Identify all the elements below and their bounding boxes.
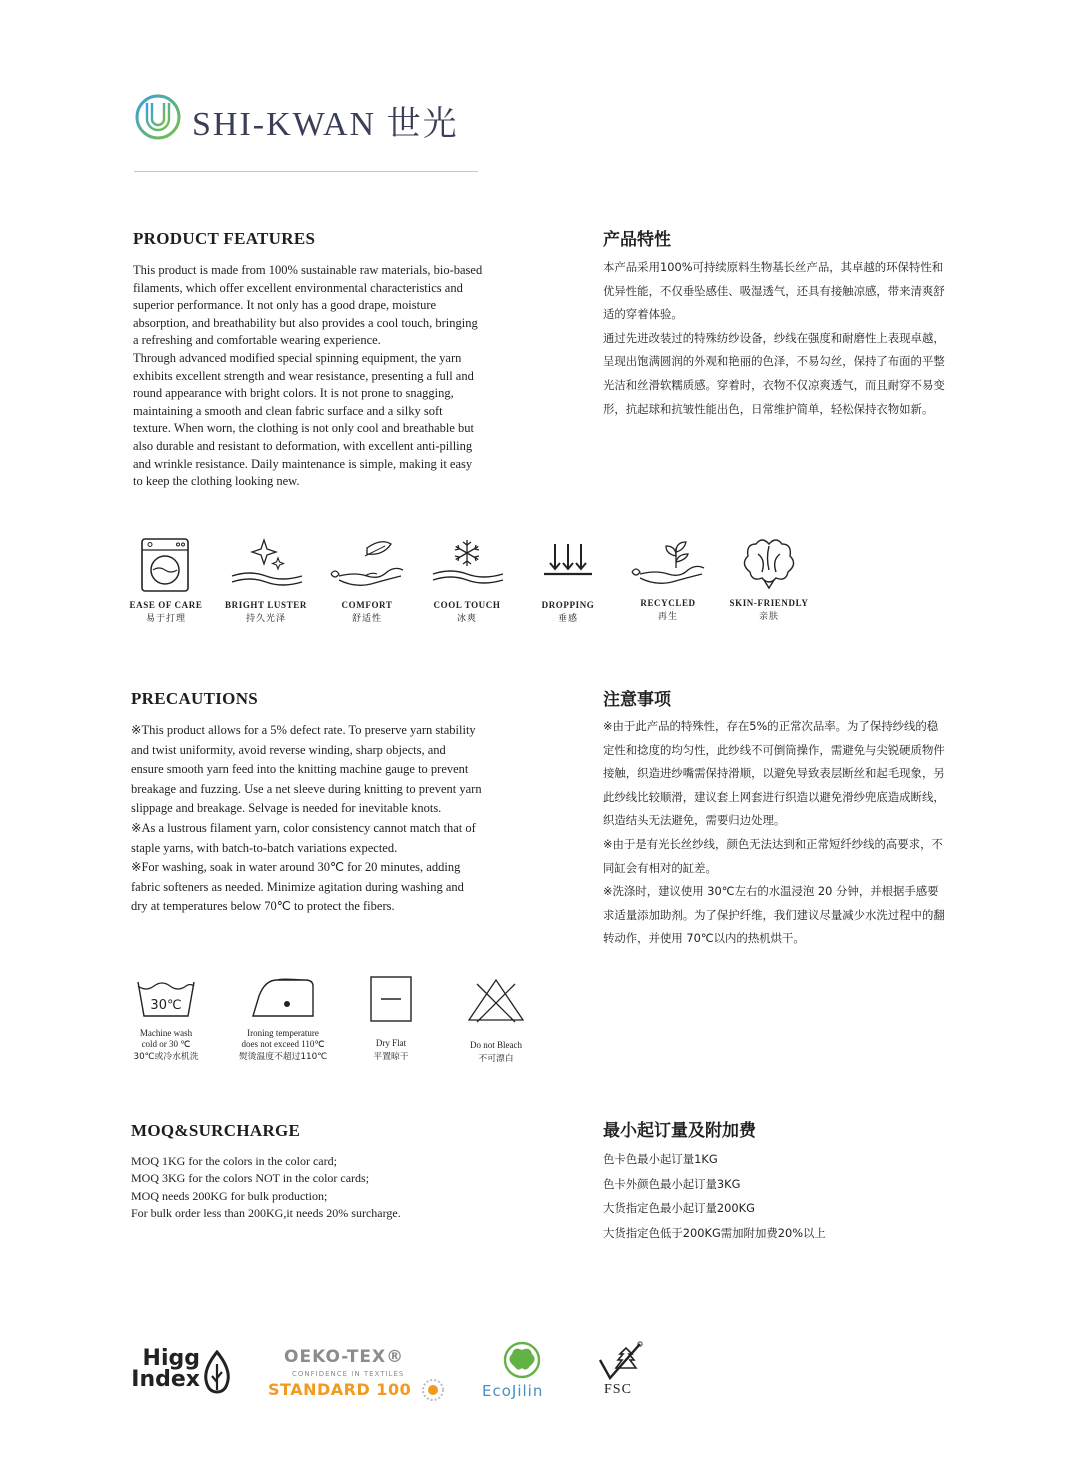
- features-body-en: This product is made from 100% sustainable raw materials, bio-based filaments, which offer excellent environmental characteristics and superior performance. It not only has a good drape, moisture absorption, and breathability but also provides a cool touch, bringing a refreshing and comfortable wearing experience. Through advanced modified special spinning equipment, the yarn exhibits excellent strength and wear resistance, presenting a full and round appearance with bright colors. It is not prone to snagging, maintaining a smooth and clean fabric surface and a silky soft texture. When worn, the clothing is not only cool and breathable but also durable and resistant to deformation, with excellent anti-pilling and wrinkle resistance. Daily maintenance is simple, making it easy to keep the clothing looking new.: [133, 263, 483, 489]
- feature-label-cn: 垂感: [557, 614, 578, 624]
- washing-machine-icon: [138, 536, 194, 594]
- moq-title-cn: 最小起订量及附加费: [603, 1121, 756, 1141]
- feature-label-cn: 冰爽: [456, 614, 477, 624]
- feature-skin-friendly: [719, 534, 819, 622]
- features-title-en: PRODUCT FEATURES: [133, 229, 316, 248]
- no-bleach-icon: [465, 976, 527, 1026]
- feature-label-en: RECYCLED: [640, 598, 696, 608]
- feature-label-cn: 亲肤: [758, 612, 779, 622]
- feature-label-cn: 舒适性: [351, 614, 382, 624]
- care-label-cn: 熨烫温度不超过110℃: [238, 1052, 328, 1062]
- feature-dropping: [518, 536, 618, 624]
- care-label-en: Ironing temperature does not exceed 110℃: [241, 1028, 325, 1049]
- feature-label-cn: 易于打理: [145, 614, 186, 624]
- hand-sprout-icon: [626, 534, 710, 592]
- care-ironing: [228, 976, 338, 1062]
- oeko-sun-icon: [420, 1377, 446, 1403]
- fsc-tree-check-icon: [596, 1340, 644, 1382]
- moq-body-en: MOQ 1KG for the colors in the color card; MOQ 3KG for the colors NOT in the color cards; MOQ needs 200KG for bulk production; For bulk order less than 200KG,it needs 20% surcharge.: [131, 1154, 401, 1221]
- feature-label-en: SKIN-FRIENDLY: [729, 598, 809, 608]
- feature-label-cn: 再生: [657, 612, 678, 622]
- higg-leaf-icon: [202, 1350, 232, 1394]
- feature-label-en: DROPPING: [541, 600, 595, 610]
- sparkle-fabric-icon: [226, 536, 306, 594]
- wash-30-icon: [134, 978, 198, 1022]
- oeko-tex-logo: OEKO-TEX® CONFIDENCE IN TEXTILES STANDARD 100: [268, 1347, 458, 1403]
- care-label-cn: 不可漂白: [478, 1053, 514, 1064]
- moq-body-cn: 色卡色最小起订量1KG 色卡外颜色最小起订量3KG 大货指定色最小起订量200KG 大货指定色低于200KG需加附加费20%以上: [603, 1152, 826, 1240]
- care-no-bleach: [441, 976, 551, 1064]
- care-machine-wash: [111, 978, 221, 1062]
- fsc-logo: FSC: [592, 1340, 652, 1406]
- precautions-body-en: ※This product allows for a 5% defect rate. To preserve yarn stability and twist uniformity, avoid reverse winding, sharp objects, and ensure smooth yarn feed into the knitting machine gauge to prevent breakage and fuzzing. Use a net sleeve during knitting to prevent yarn slippage and breakage. Selvage is needed for inevitable knots. ※As a lustrous filament yarn, color consistency cannot match that of staple yarns, with batch-to-batch variations expected. ※For washing, soak in water around 30℃ for 20 minutes, adding fabric softeners as needed. Minimize agitation during washing and dry at temperatures below 70℃ to protect the fibers.: [131, 723, 482, 914]
- shikwan-logo-icon: [134, 93, 182, 141]
- hand-feather-icon: [325, 536, 409, 594]
- ecojilin-logo: EcoJilin: [480, 1340, 580, 1406]
- drape-arrows-icon: [538, 536, 598, 594]
- features-title-cn: 产品特性: [603, 230, 671, 250]
- precautions-body-cn: ※由于此产品的特殊性，存在5%的正常次品率。为了保持纱线的稳 定性和捻度的均匀性，此纱线不可倒筒操作，需避免与尖锐硬质物件 接触，织造进纱嘴需保持滑顺，以避免导致表层断丝和起毛现象，另 此纱线比较顺滑，建议套上网套进行织造以避免滑纱兜底造成断线， 织造结头无法避免，需要归边处理。 ※由于是有光长丝纱线，颜色无法达到和正常短纤纱线的高要求，不 同缸会有相对的缸差。 ※洗涤时，建议使用 30℃左右的水温浸泡 20 分钟，并根据手感要 求适量添加助剂。为了保护纤维，我们建议尽量减少水洗过程中的翻 转动作，并使用 70℃以内的热机烘干。: [603, 719, 945, 946]
- care-dry-flat: [336, 974, 446, 1062]
- wash-temp-text: 30℃: [150, 998, 182, 1013]
- feature-bright-luster: [216, 536, 316, 624]
- feature-cool-touch: [417, 536, 517, 624]
- iron-icon: [247, 976, 319, 1022]
- snowflake-fabric-icon: [427, 536, 507, 594]
- care-label-cn: 平置晾干: [373, 1051, 409, 1062]
- feature-comfort: [317, 536, 417, 624]
- moq-title-en: MOQ&SURCHARGE: [131, 1121, 301, 1140]
- care-label-cn: 30℃或冷水机洗: [133, 1052, 199, 1062]
- dry-flat-icon: [368, 974, 414, 1026]
- features-body-cn: 本产品采用100%可持续原料生物基长丝产品，其卓越的环保特性和 优异性能，不仅垂坠感佳、吸湿透气，还具有接触凉感，带来清爽舒 适的穿着体验。 通过先进改装过的特殊纺纱设备，纱线在强度和耐磨性上表现卓越， 呈现出饱满圆润的外观和艳丽的色泽，不易勾丝，保持了布面的平整 光洁和丝滑软糯质感。穿着时，衣物不仅凉爽透气，而且耐穿不易变 形，抗起球和抗皱性能出色，日常维护简单，轻松保持衣物如新。: [603, 260, 945, 416]
- header-divider: [134, 171, 478, 172]
- feature-label-en: COOL TOUCH: [433, 600, 501, 610]
- precautions-title-cn: 注意事项: [603, 690, 671, 710]
- cotton-boll-icon: [736, 534, 802, 592]
- ecojilin-cotton-icon: [500, 1340, 544, 1380]
- higg-index-logo: Higg Index: [128, 1348, 238, 1400]
- feature-label-en: COMFORT: [341, 600, 393, 610]
- feature-ease-of-care: [116, 536, 216, 624]
- feature-label-cn: 持久光泽: [245, 614, 286, 624]
- feature-label-en: EASE OF CARE: [129, 600, 203, 610]
- feature-recycled: [618, 534, 718, 622]
- feature-label-en: BRIGHT LUSTER: [225, 600, 307, 610]
- brand-name: SHI-KWAN 世光: [192, 106, 459, 143]
- care-label-en: Do not Bleach: [470, 1040, 522, 1050]
- care-label-en: Dry Flat: [375, 1038, 407, 1048]
- precautions-title-en: PRECAUTIONS: [131, 689, 259, 708]
- care-label-en: Machine wash cold or 30 ℃: [139, 1028, 193, 1049]
